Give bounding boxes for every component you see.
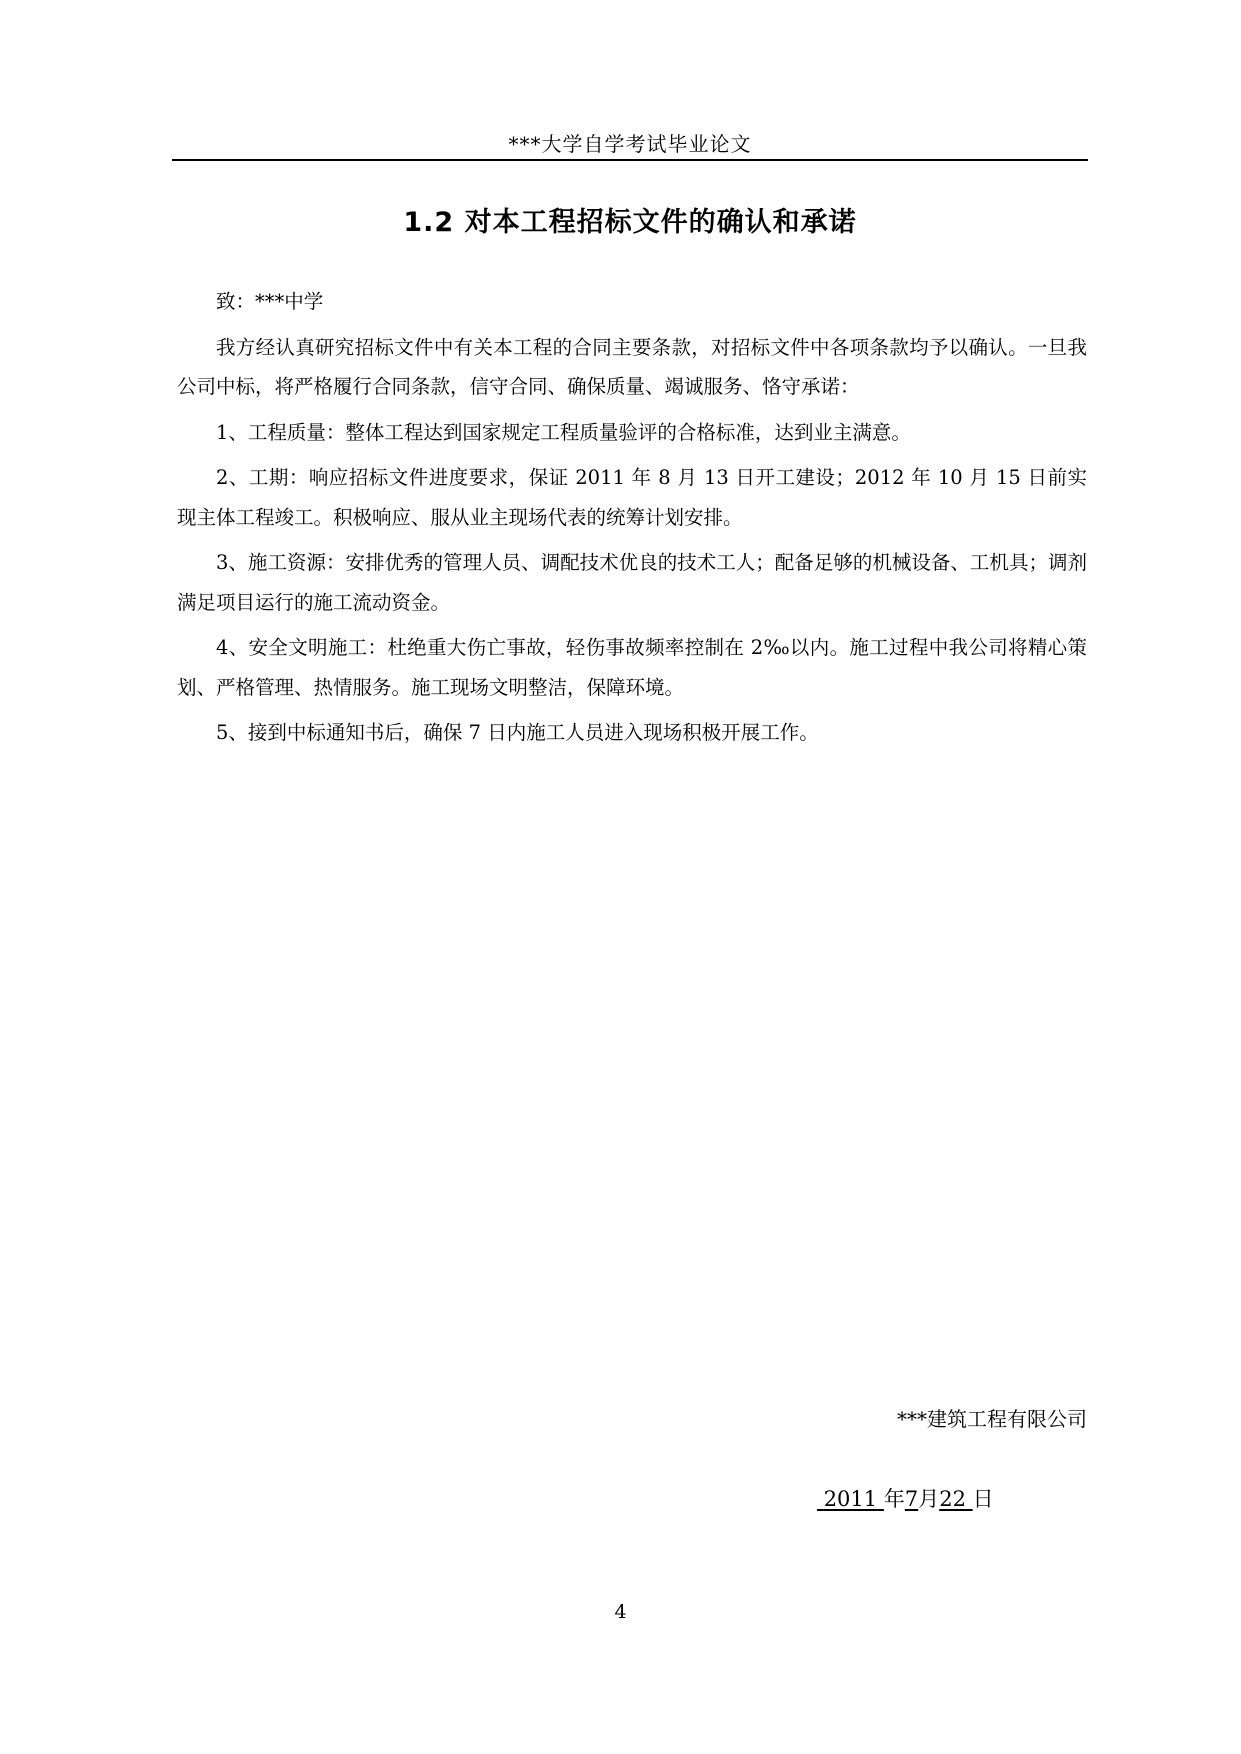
date-year-suffix: 年 — [883, 1487, 905, 1511]
commitment-item-safety: 4、安全文明施工：杜绝重大伤亡事故，轻伤事故频率控制在 2‰以内。施工过程中我公司将精心策划、严格管理、热情服务。施工现场文明整洁，保障环境。 — [177, 636, 1087, 699]
letter-body — [177, 282, 1087, 753]
commitment-item-resources: 3、施工资源：安排优秀的管理人员、调配技术优良的技术工人；配备足够的机械设备、工机具；调剂满足项目运行的施工流动资金。 — [177, 551, 1087, 614]
letter-salutation: 致：***中学 — [216, 290, 324, 313]
page-number: 4 — [614, 1601, 627, 1623]
date-month: 7 — [904, 1487, 919, 1511]
date-year: 2011 — [823, 1487, 878, 1511]
signature-date — [817, 1484, 994, 1514]
date-month-suffix: 月 — [918, 1487, 940, 1511]
running-header-title: ***大学自学考试毕业论文 — [508, 132, 752, 156]
letter-intro: 我方经认真研究招标文件中有关本工程的合同主要条款，对招标文件中各项条款均予以确认。一旦我公司中标，将严格履行合同条款，信守合同、确保质量、竭诚服务、恪守承诺： — [177, 335, 1087, 398]
date-day-suffix: 日 — [972, 1487, 994, 1511]
commitment-item-mobilization: 5、接到中标通知书后，确保 7 日内施工人员进入现场积极开展工作。 — [216, 721, 819, 744]
company-signature: ***建筑工程有限公司 — [897, 1407, 1087, 1431]
date-day: 22 — [939, 1487, 966, 1511]
header-divider — [172, 159, 1088, 161]
commitment-item-schedule: 2、工期：响应招标文件进度要求，保证 2011 年 8 月 13 日开工建设；2012 年 10 月 15 日前实现主体工程竣工。积极响应、服从业主现场代表的统筹计划安排。 — [177, 466, 1087, 529]
section-title: 1.2 对本工程招标文件的确认和承诺 — [403, 207, 857, 238]
commitment-item-quality: 1、工程质量：整体工程达到国家规定工程质量验评的合格标准，达到业主满意。 — [216, 420, 911, 444]
